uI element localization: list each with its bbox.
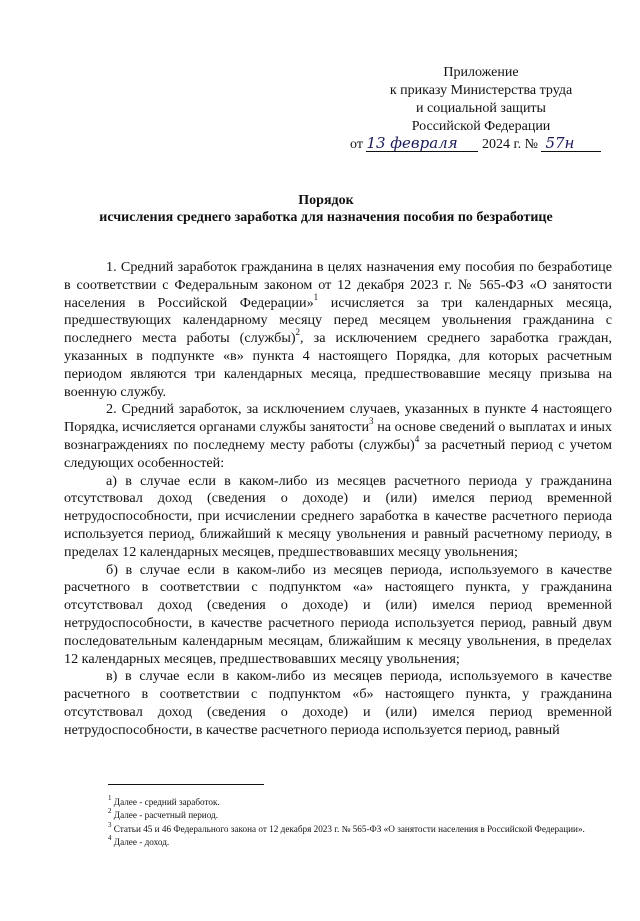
- date-prefix: от: [350, 137, 363, 152]
- footnote-2: [64, 809, 614, 822]
- footnote-ref-1: 1: [313, 291, 319, 302]
- appendix-ministry-line: и социальной защиты: [416, 101, 546, 116]
- handwritten-order-number: 57н: [541, 136, 601, 152]
- subparagraph-a: а) в случае если в каком-либо из месяцев расчетного периода у гражданина отсутствовал доход (сведения о доходе) и (или) имелся период временной нетрудоспособности, при исчислении среднего заработка в качестве расчетного периода используется период, ближайший к месяцу увольнения и равный расчетному периоду, в пределах 12 календарных месяцев, предшествовавших месяцу увольнения;: [64, 472, 612, 560]
- footnote-2-text: Далее - расчетный период.: [111, 810, 219, 821]
- appendix-order-line: к приказу Министерства труда: [389, 83, 573, 98]
- document-title: Порядок: [298, 193, 354, 208]
- paragraph-2-text-a: 2. Средний заработок, за исключением случаев, указанных в пункте 4 настоящего Порядка, исчисляется органами службы занятости: [64, 401, 612, 436]
- appendix-country-line: Российской Федерации: [411, 119, 551, 134]
- footnote-1-number: 1: [108, 793, 112, 802]
- footnotes: [64, 793, 614, 849]
- paragraph-2-text-b: на основе сведений о выплатах и иных вознаграждениях по последнему месту работы (службы): [64, 419, 613, 453]
- footnote-ref-2: 2: [295, 327, 301, 338]
- document-body: [64, 259, 612, 740]
- appendix-title: Приложение: [443, 65, 519, 80]
- paragraph-1-text-a: 1. Средний заработок гражданина в целях назначения ему пособия по безработице в соответствии с Федеральным законом от 12 декабря 2023 г. № 565-ФЗ «О занятости населения в Российской Федерации»: [64, 259, 612, 311]
- footnote-ref-4: 4: [414, 434, 420, 445]
- footnote-3-text: Статьи 45 и 46 Федерального закона от 12 декабря 2023 г. № 565-ФЗ «О занятости населения в Российской Федерации».: [111, 823, 585, 834]
- footnote-3-number: 3: [108, 820, 112, 829]
- year-number-text: 2024 г. №: [481, 137, 538, 152]
- paragraph-1-text-c: , за исключением среднего заработка граждан, указанных в подпункте «в» пункта 4 настоящего Порядка, для которых расчетным периодом являются три календарных месяца, предшествовавшие месяцу призыва на военную службу.: [64, 330, 612, 400]
- paragraph-2: [64, 401, 612, 472]
- footnote-ref-3: 3: [369, 416, 374, 427]
- footnote-1: [64, 793, 614, 809]
- footnote-4-text: Далее - доход.: [111, 836, 170, 847]
- footnote-4-number: 4: [108, 833, 112, 842]
- paragraph-1: [64, 259, 612, 401]
- footnote-1-text: Далее - средний заработок.: [111, 797, 220, 807]
- paragraph-1-text-b: исчисляется за три календарных месяца, предшествующих календарному месяцу перед месяцем увольнения гражданина с последнего места работы (службы): [64, 294, 612, 347]
- footnote-3: [64, 820, 614, 836]
- footnote-separator: [108, 784, 264, 785]
- order-date-number-line: [350, 136, 612, 154]
- subparagraph-c: в) в случае если в каком-либо из месяцев периода, используемого в качестве расчетного в соответствии с подпунктом «б» настоящего пункта, у гражданина отсутствовал доход (сведения о доходе) и (или) имелся период временной нетрудоспособности, в качестве расчетного периода используется период, равный: [64, 668, 612, 738]
- paragraph-2-text-c: за расчетный период с учетом следующих особенностей:: [64, 436, 612, 471]
- subparagraph-b: б) в случае если в каком-либо из месяцев периода, используемого в качестве расчетного в соответствии с подпунктом «а» настоящего пункта, у гражданина отсутствовал доход (сведения о доходе) и (или) имелся период временной нетрудоспособности, в качестве расчетного периода используется период, равный двум последовательным календарным месяцам, ближайшим к месяцу увольнения, в пределах 12 календарных месяцев, предшествовавших месяцу увольнения;: [64, 561, 612, 667]
- appendix-header: [350, 64, 612, 154]
- handwritten-date: 13 февраля: [366, 136, 478, 152]
- document-subtitle: исчисления среднего заработка для назначения пособия по безработице: [99, 210, 553, 225]
- footnote-2-number: 2: [108, 807, 112, 816]
- footnote-4: [64, 833, 614, 849]
